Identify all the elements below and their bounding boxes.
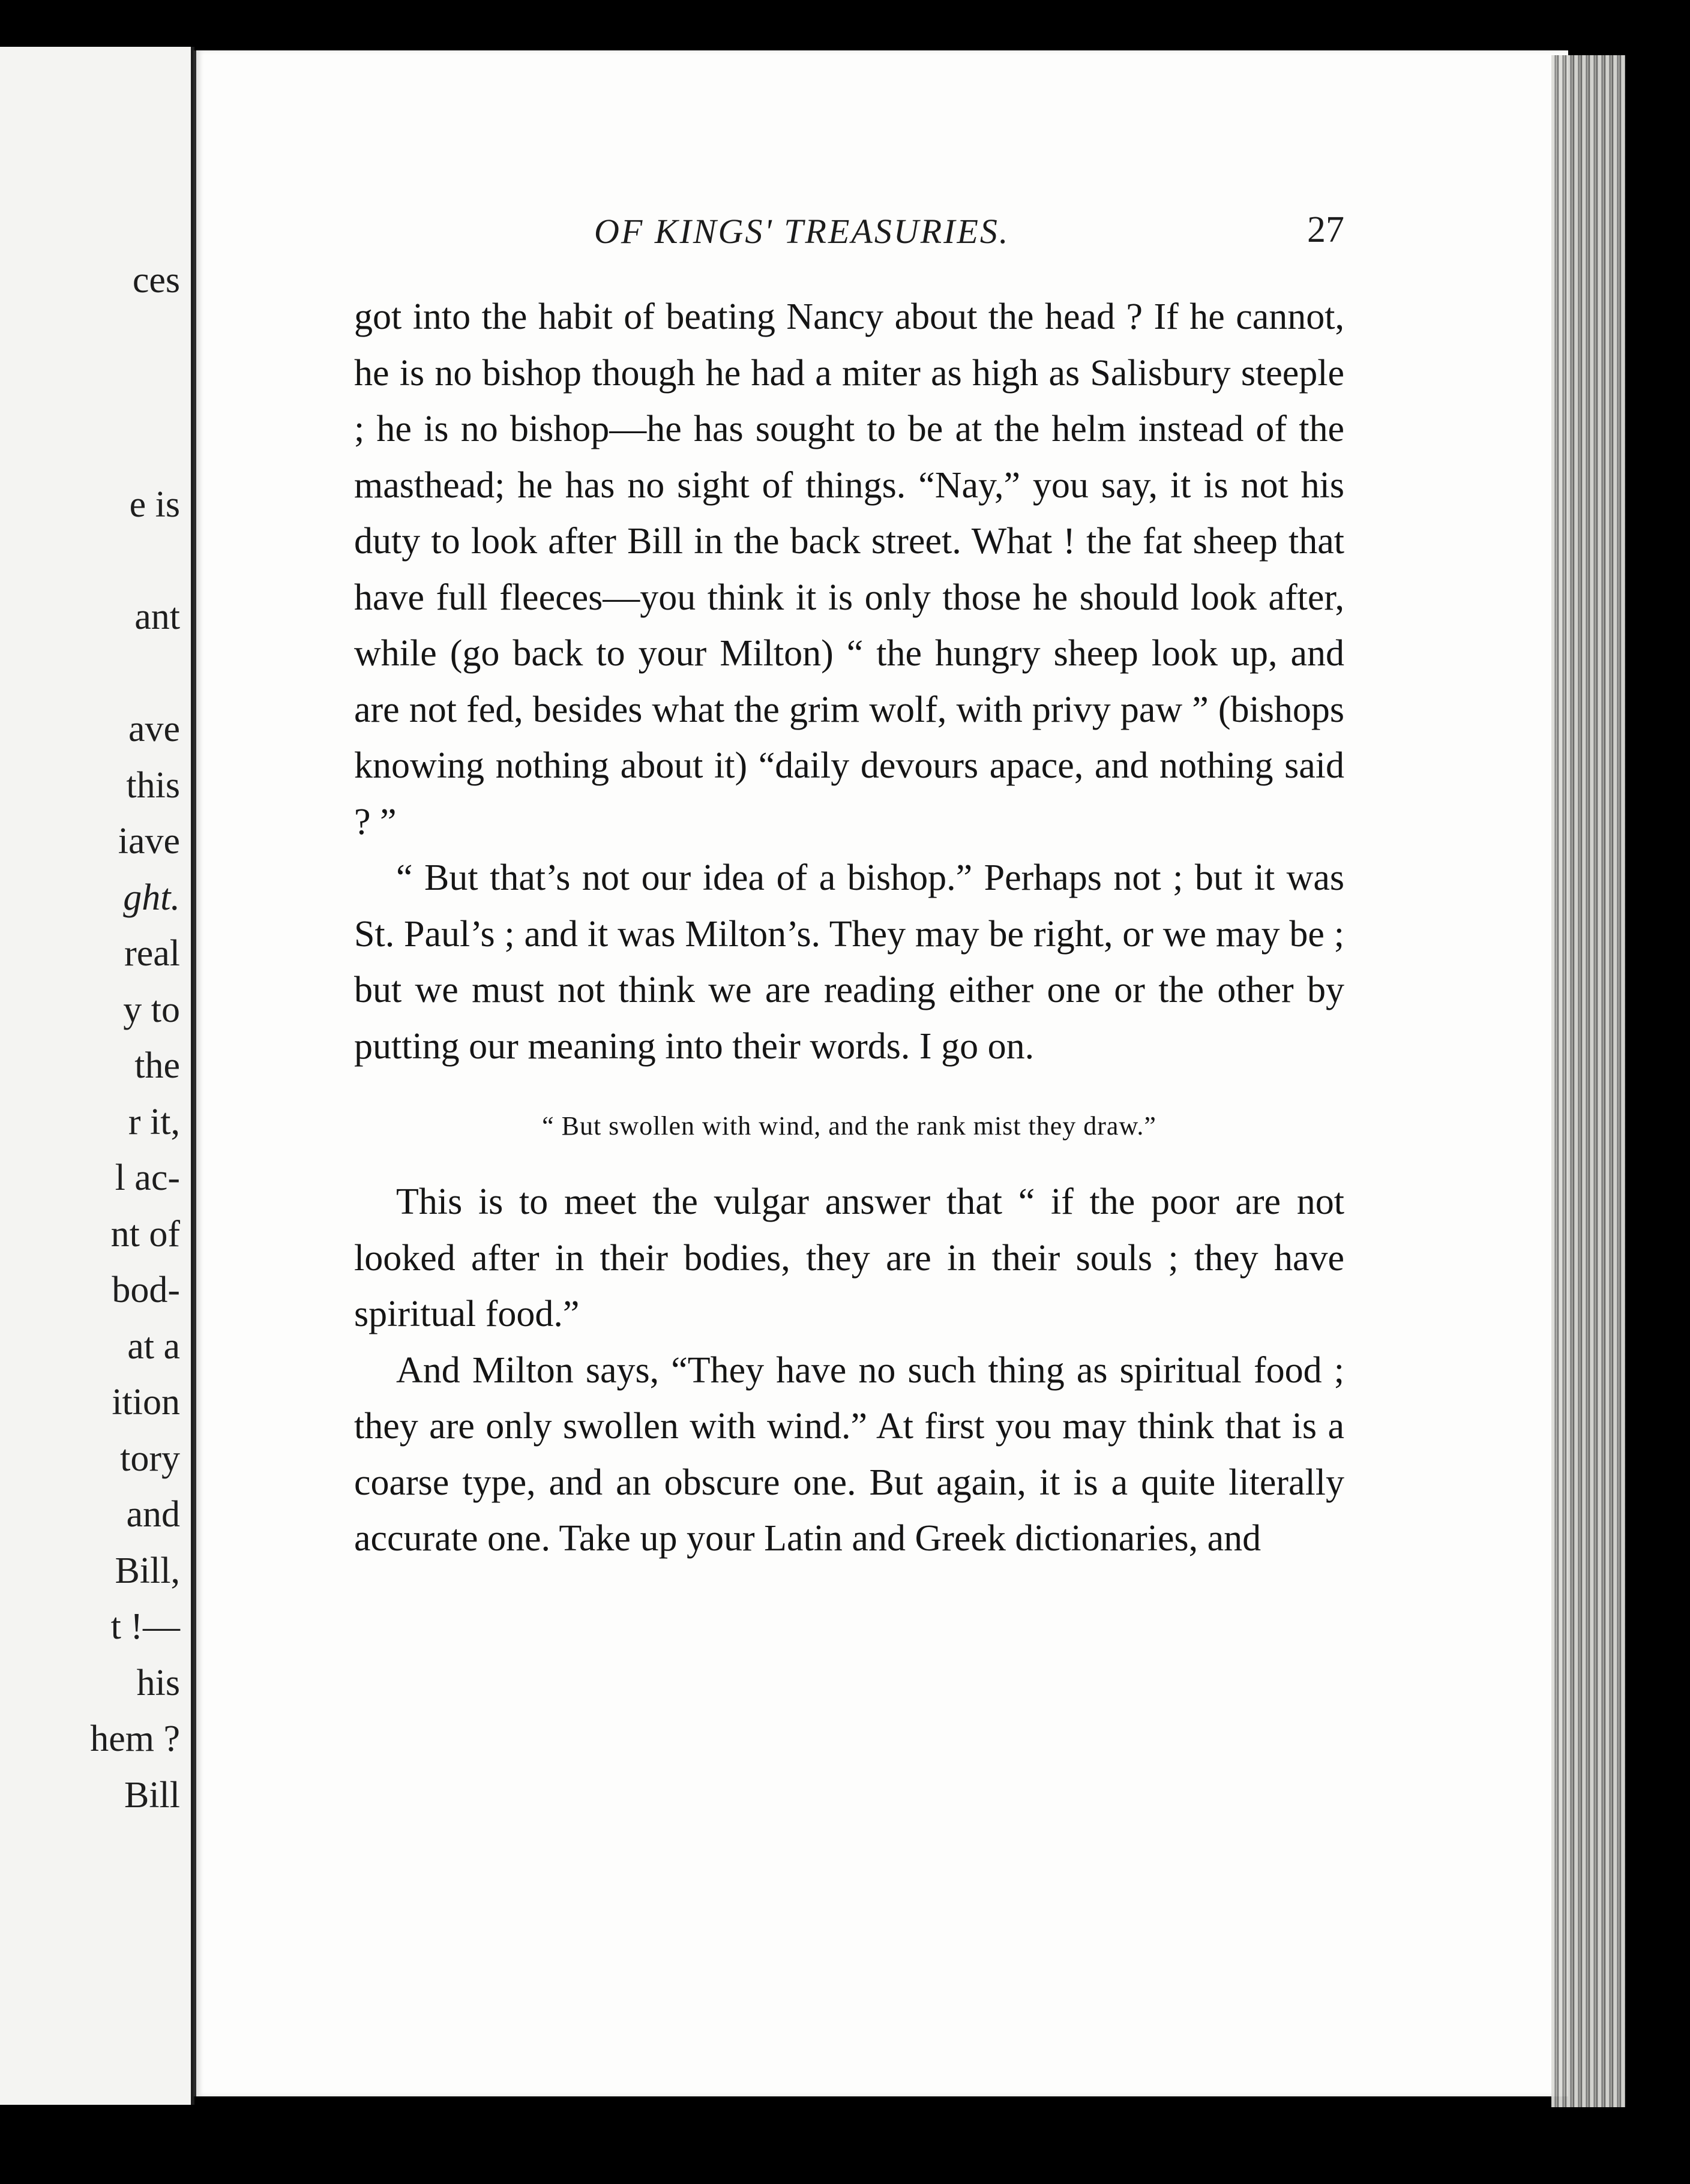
- left-page-fragment: and: [126, 1494, 180, 1535]
- left-facing-page: [0, 47, 194, 2105]
- left-page-fragment: the: [134, 1045, 180, 1086]
- left-page-fragment: r it,: [128, 1101, 180, 1142]
- left-page-fragment: e is: [129, 484, 180, 525]
- left-page-fragment: ces: [132, 260, 180, 301]
- page-edges: [1551, 55, 1629, 2107]
- paragraph-1: got into the habit of beating Nancy about the head ? If he cannot, he is no bishop though he had a miter as high as Salisbury steeple ; he is no bishop—he has sought to be at the helm instead of the masthead; he has no sight of things. “Nay,” you say, it is not his duty to look after Bill in the back street. What ! the fat sheep that have full fleeces—you think it is only those he should look after, while (go back to your Milton) “ the hungry sheep look up, and are not fed, besides what the grim wolf, with privy paw ” (bishops knowing nothing about it) “daily devours apace, and nothing said ? ”: [354, 296, 1344, 842]
- left-page-fragment: l ac-: [115, 1157, 180, 1198]
- left-page-fragment: bod-: [112, 1270, 180, 1310]
- edge-shadow: [1625, 55, 1690, 2107]
- page-number: 27: [1307, 209, 1344, 250]
- left-page-fragment: y to: [123, 989, 180, 1030]
- paragraph-2: “ But that’s not our idea of a bishop.” Perhaps not ; but it was St. Paul’s ; and it was Milton’s. They may be right, or we may be ; but we must not think we are reading either one or the other by putting our meaning into their words. I go on.: [354, 857, 1344, 1067]
- block-quote: “ But swollen with wind, and the rank mist they draw.”: [542, 1111, 1156, 1141]
- left-page-fragment: iave: [118, 821, 180, 862]
- left-page-fragment: Bill: [124, 1774, 180, 1816]
- running-head: OF KINGS' TREASURIES.: [594, 212, 1010, 251]
- body-text: [354, 289, 1344, 1567]
- left-page-fragment: his: [136, 1662, 180, 1703]
- left-page-fragment: at a: [127, 1325, 180, 1367]
- left-page-fragment: tory: [120, 1438, 180, 1479]
- left-page-fragment: ition: [112, 1382, 180, 1423]
- paragraph-4: And Milton says, “They have no such thing as spiritual food ; they are only swollen with wind.” At first you may think that is a coarse type, and an obscure one. But again, it is a quite literally accurate one. Take up your Latin and Greek dictionaries, and: [354, 1349, 1344, 1559]
- left-page-fragment: nt of: [110, 1213, 180, 1255]
- left-page-fragment: hem ?: [90, 1718, 180, 1759]
- left-page-fragment: Bill,: [115, 1550, 180, 1591]
- left-page-fragment: ant: [134, 596, 180, 637]
- left-page-fragment: this: [126, 764, 180, 806]
- left-page-fragment: real: [124, 933, 180, 974]
- left-page-fragment: t !—: [110, 1606, 180, 1647]
- paragraph-3: This is to meet the vulgar answer that “ if the poor are not looked after in their bodies, they are in their souls ; they have spiritual food.”: [354, 1181, 1344, 1334]
- left-page-fragment: ght.: [123, 877, 180, 918]
- left-page-fragment: ave: [128, 709, 180, 749]
